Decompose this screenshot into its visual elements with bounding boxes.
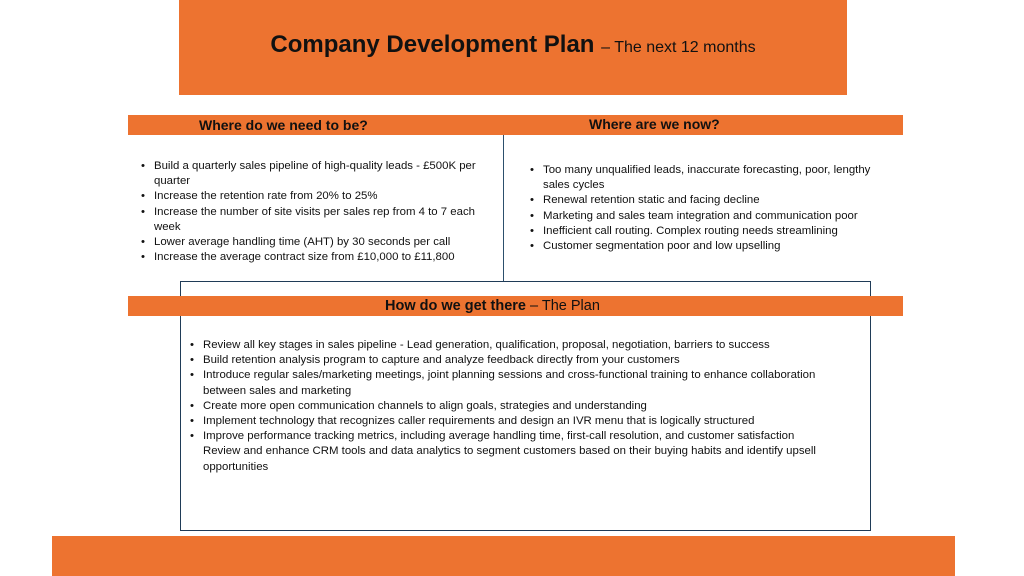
left-section-heading: Where do we need to be? — [199, 117, 368, 133]
list-item: • Increase the average contract size from £10,000 to £11,800 — [139, 250, 494, 265]
list-item: • Introduce regular sales/marketing meetings, joint planning sessions and cross-functional training to enhance collaboration between sales and marketing — [188, 368, 860, 398]
list-item: • Implement technology that recognizes caller requirements and design an IVR menu that is logically structured — [188, 414, 860, 429]
page-title-main: Company Development Plan — [270, 31, 595, 58]
title-banner — [179, 0, 847, 95]
list-item: • Increase the retention rate from 20% to 25% — [139, 189, 494, 204]
list-item: • Improve performance tracking metrics, including average handling time, first-call resolution, and customer satisfaction — [188, 429, 860, 444]
list-item: • Too many unqualified leads, inaccurate forecasting, poor, lengthy sales cycles — [528, 163, 878, 193]
footer-bar — [52, 536, 955, 576]
left-bullet-list — [139, 159, 494, 265]
list-item: • Marketing and sales team integration and communication poor — [528, 209, 878, 224]
page-title — [179, 31, 847, 59]
right-bullet-list — [528, 163, 878, 254]
list-item: • Create more open communication channels to align goals, strategies and understanding — [188, 399, 860, 414]
plan-heading-rest: – The Plan — [526, 298, 600, 314]
page-subtitle: – The next 12 months — [601, 39, 756, 56]
list-item: • Lower average handling time (AHT) by 30 seconds per call — [139, 235, 494, 250]
list-item: • Build retention analysis program to capture and analyze feedback directly from your customers — [188, 353, 860, 368]
list-item: • Review all key stages in sales pipeline - Lead generation, qualification, proposal, negotiation, barriers to success — [188, 338, 860, 353]
plan-bullet-list — [188, 338, 860, 475]
list-item: • Build a quarterly sales pipeline of high-quality leads - £500K per quarter — [139, 159, 494, 189]
list-item: • Inefficient call routing. Complex routing needs streamlining — [528, 224, 878, 239]
plan-heading-bold: How do we get there — [385, 298, 526, 314]
right-section-heading: Where are we now? — [589, 116, 720, 132]
list-item: • Increase the number of site visits per sales rep from 4 to 7 each week — [139, 205, 494, 235]
list-item: • Customer segmentation poor and low upselling — [528, 239, 878, 254]
section-divider — [503, 135, 504, 282]
plan-extra-paragraph: Review and enhance CRM tools and data analytics to segment customers based on their buying habits and identify upsell opportunities — [203, 445, 816, 473]
plan-heading — [385, 298, 600, 314]
list-item: • Renewal retention static and facing decline — [528, 193, 878, 208]
